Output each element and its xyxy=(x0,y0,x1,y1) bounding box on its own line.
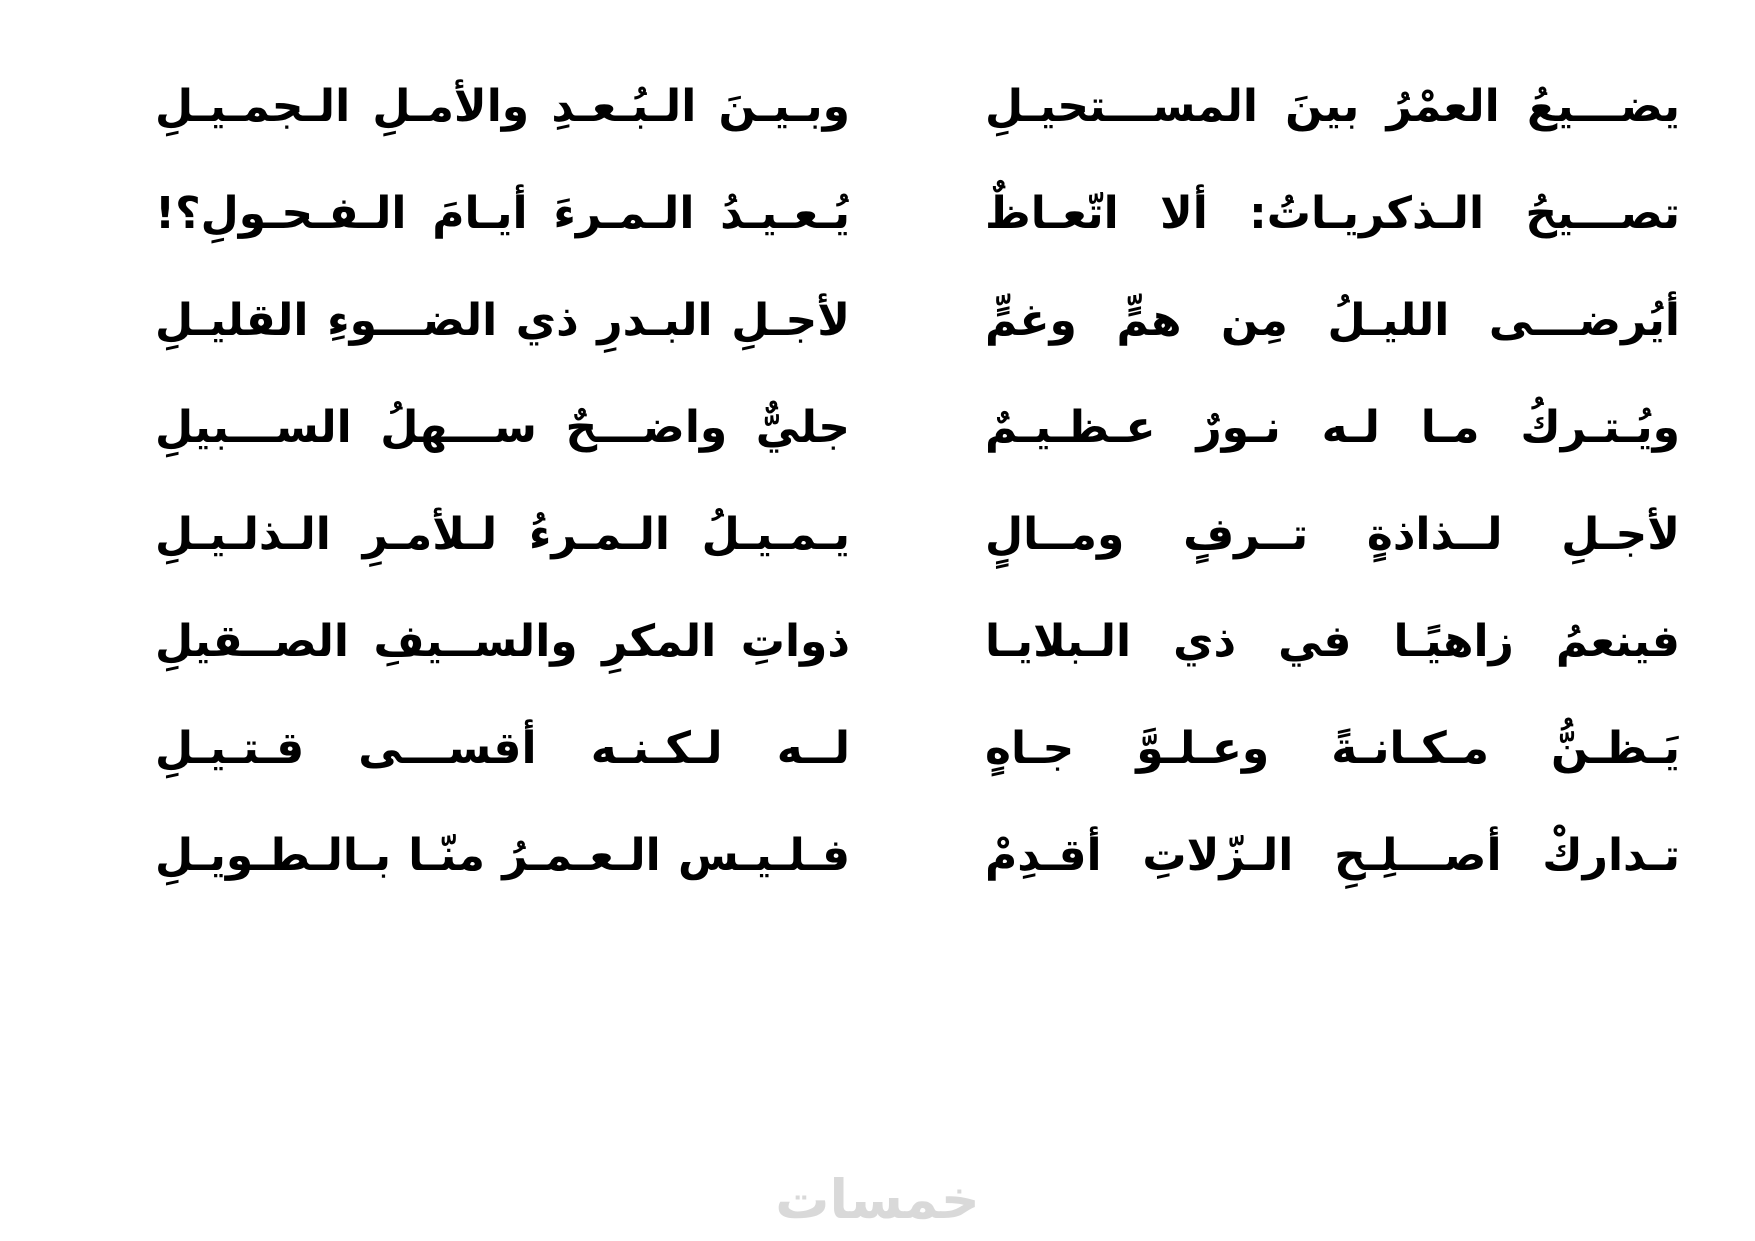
verse-first-hemistich: أيُرضـــى الليـلُ مِن همٍّ وغمٍّ xyxy=(985,295,1680,346)
verse-first-hemistich: يضـــيعُ العمْرُ بينَ المســـتحيـلِ xyxy=(985,81,1680,132)
verse-first-hemistich: ويُـتـركُ مـا لـه نـورٌ عـظـيـمٌ xyxy=(985,402,1680,453)
verse-8 xyxy=(0,811,1755,901)
poem xyxy=(0,62,1755,912)
verse-second-hemistich: لأجـلِ البـدرِ ذي الضـــوءِ القليـلِ xyxy=(155,295,850,346)
watermark-logo: خمسات xyxy=(775,1168,980,1231)
verse-first-hemistich: تـداركْ أصـــلِـحِ الـزّلاتِ أقـدِمْ xyxy=(985,830,1680,881)
verse-second-hemistich: ذواتِ المكرِ والســيفِ الصــقيلِ xyxy=(155,616,850,667)
verse-second-hemistich: لــه لـكـنـه أقســـى قـتـيـلِ xyxy=(155,723,850,774)
verse-first-hemistich: فينعمُ زاهيًـا في ذي الـبلايـا xyxy=(985,616,1680,667)
verse-6 xyxy=(0,597,1755,687)
verse-2 xyxy=(0,169,1755,259)
verse-5 xyxy=(0,490,1755,580)
verse-second-hemistich: يـمـيـلُ الـمـرءُ لـلأمـرِ الـذلـيـلِ xyxy=(155,509,850,560)
verse-second-hemistich: وبـيـنَ الـبُـعـدِ والأمـلِ الـجمـيـلِ xyxy=(155,81,850,132)
verse-second-hemistich: يُـعـيـدُ الـمـرءَ أيـامَ الـفـحـولِ؟! xyxy=(155,188,850,239)
verse-first-hemistich: لأجـلِ لــذاذةٍ تــرفٍ ومــالٍ xyxy=(985,509,1680,560)
verse-first-hemistich: تصـــيحُ الـذكريـاتُ: ألا اتّعـاظٌ xyxy=(985,188,1680,239)
verse-3 xyxy=(0,276,1755,366)
verse-second-hemistich: جليٌّ واضـــحٌ ســـهلُ الســـبيلِ xyxy=(155,402,850,453)
verse-first-hemistich: يَـظـنُّ مـكـانـةً وعـلـوَّ جـاهٍ xyxy=(985,723,1680,774)
verse-4 xyxy=(0,383,1755,473)
verse-1 xyxy=(0,62,1755,152)
verse-second-hemistich: فـلـيـس الـعـمـرُ منّـا بـالـطـويـلِ xyxy=(155,830,850,881)
verse-7 xyxy=(0,704,1755,794)
